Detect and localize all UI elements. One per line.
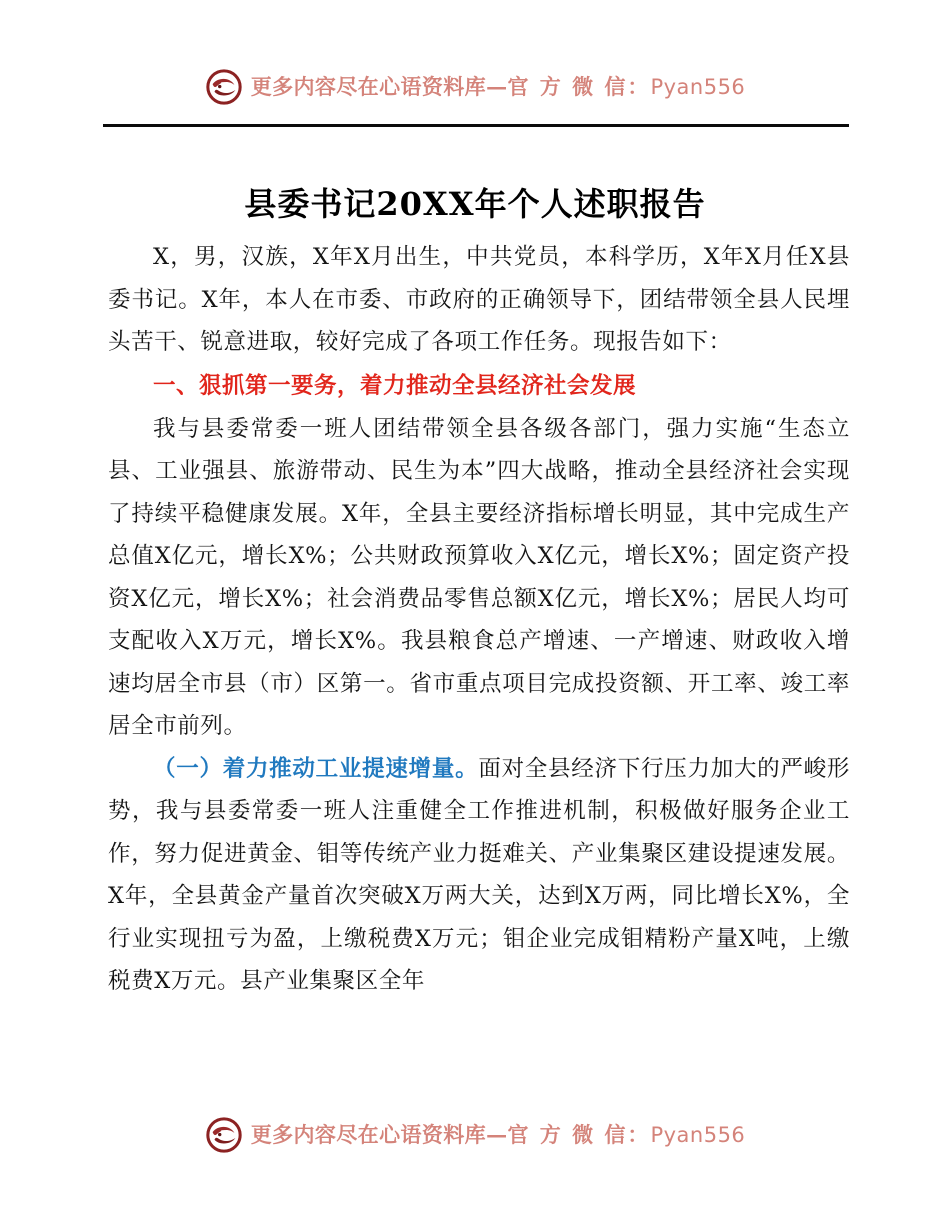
watermark-text xyxy=(251,1124,746,1146)
page-title: 县委书记20XX年个人述职报告 xyxy=(244,185,706,224)
paragraph-section-1-body: 我与县委常委一班人团结带领全县各级各部门，强力实施“生态立县、工业强县、旅游带动、民生为本”四大战略，推动全县经济社会实现了持续平稳健康发展。X年，全县主要经济指标增长明显，其中完成生产总值X亿元，增长X%；公共财政预算收入X亿元，增长X%；固定资产投资X亿元，增长X%；社会消费品零售总额X亿元，增长X%；居民人均可支配收入X万元，增长X%。我县粮食总产增速、一产增速、财政收入增速均居全市县（市）区第一。省市重点项目完成投资额、开工率、竣工率居全市前列。 xyxy=(108,415,850,739)
paragraph-subsection-1-1 xyxy=(108,748,850,1003)
header-divider-rule xyxy=(103,124,849,127)
header-watermark xyxy=(0,64,950,110)
watermark-dash: — xyxy=(486,74,508,99)
watermark-wechat-id: Pyan556 xyxy=(650,75,746,99)
subsection-body-text: 面对全县经济下行压力加大的严峻形势，我与县委常委一班人注重健全工作推进机制，积极做好服务企业工作，努力促进黄金、钼等传统产业力挺难关、产业集聚区建设提速发展。X年，全县黄金产量首次突破X万两大关，达到X万两，同比增长X%，全行业实现扭亏为盈，上缴税费X万元；钼企业完成钼精粉产量X吨，上缴税费X万元。县产业集聚区全年 xyxy=(108,755,850,994)
watermark-lead: 更多内容尽在心语资料库 xyxy=(250,1122,487,1147)
watermark-channel: 官 方 微 信： xyxy=(507,1122,651,1147)
watermark-dash: — xyxy=(486,1122,508,1147)
section-heading-1: 一、狠抓第一要务，着力推动全县经济社会发展 xyxy=(153,372,637,399)
xinyu-fish-emblem-logo-icon xyxy=(205,1116,243,1154)
footer-watermark xyxy=(0,1112,950,1158)
watermark-text xyxy=(251,76,746,98)
watermark-channel: 官 方 微 信： xyxy=(507,74,651,99)
watermark-wechat-id: Pyan556 xyxy=(650,1123,746,1147)
subsection-lead-label: （一）着力推动工业提速增量。 xyxy=(153,755,479,782)
xinyu-fish-emblem-logo-icon xyxy=(205,68,243,106)
document-body xyxy=(108,236,850,1003)
paragraph-intro: X，男，汉族，X年X月出生，中共党员，本科学历，X年X月任X县委书记。X年，本人在市委、市政府的正确领导下，团结带领全县人民埋头苦干、锐意进取，较好完成了各项工作任务。现报告如下： xyxy=(108,244,850,355)
watermark-lead: 更多内容尽在心语资料库 xyxy=(250,74,487,99)
